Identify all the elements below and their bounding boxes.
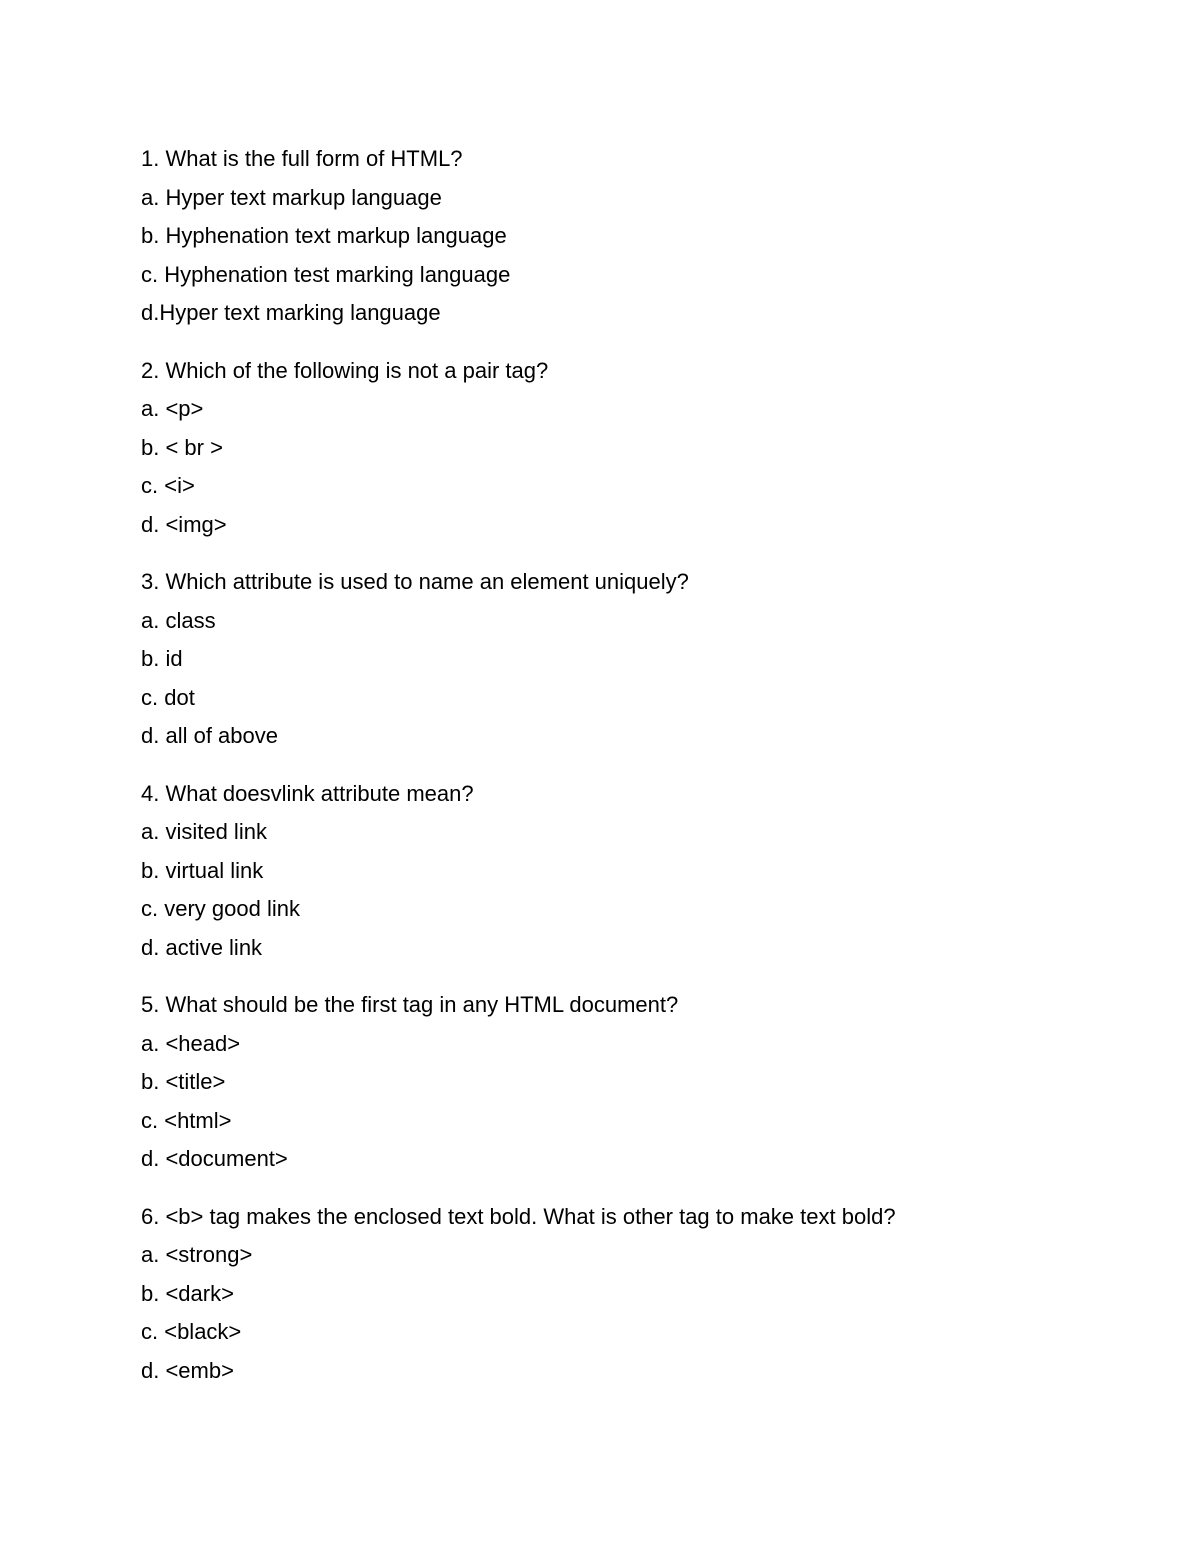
- question-block: [141, 775, 1141, 968]
- answer-option: d. <img>: [141, 511, 227, 537]
- question-block: [141, 563, 1141, 756]
- answer-option: c. very good link: [141, 896, 300, 921]
- answer-option: a. class: [141, 607, 216, 633]
- question-text: 2. Which of the following is not a pair tag?: [141, 357, 549, 383]
- question-block: [141, 1198, 1141, 1391]
- answer-option: d. all of above: [141, 723, 278, 748]
- question-text: 1. What is the full form of HTML?: [141, 146, 463, 171]
- question-block: [141, 140, 1141, 333]
- answer-option: b. <title>: [141, 1069, 226, 1094]
- answer-option: a. Hyper text markup language: [141, 184, 442, 210]
- question-text: 6. <b> tag makes the enclosed text bold. What is other tag to make text bold?: [141, 1203, 896, 1229]
- answer-option: a. <p>: [141, 396, 204, 421]
- answer-option: b. virtual link: [141, 857, 264, 883]
- question-text: 5. What should be the first tag in any HTML document?: [141, 992, 679, 1017]
- answer-option: d. <emb>: [141, 1357, 234, 1383]
- answer-option: c. <html>: [141, 1107, 232, 1133]
- answer-option: a. <strong>: [141, 1242, 253, 1267]
- quiz-content: [141, 140, 1141, 1409]
- question-text: 4. What doesvlink attribute mean?: [141, 780, 474, 806]
- answer-option: c. <black>: [141, 1319, 242, 1344]
- answer-option: d. active link: [141, 934, 263, 960]
- answer-option: b. Hyphenation text markup language: [141, 223, 507, 248]
- answer-option: d. <document>: [141, 1146, 288, 1171]
- answer-option: a. visited link: [141, 819, 267, 844]
- question-block: [141, 352, 1141, 545]
- answer-option: b. id: [141, 646, 183, 671]
- answer-option: b. <dark>: [141, 1280, 234, 1306]
- answer-option: b. < br >: [141, 434, 223, 460]
- question-block: [141, 986, 1141, 1179]
- answer-option: a. <head>: [141, 1030, 241, 1056]
- answer-option: c. dot: [141, 684, 195, 710]
- question-text: 3. Which attribute is used to name an element uniquely?: [141, 569, 689, 594]
- answer-option: c. <i>: [141, 473, 195, 498]
- answer-option: d.Hyper text marking language: [141, 300, 441, 325]
- answer-option: c. Hyphenation test marking language: [141, 261, 511, 287]
